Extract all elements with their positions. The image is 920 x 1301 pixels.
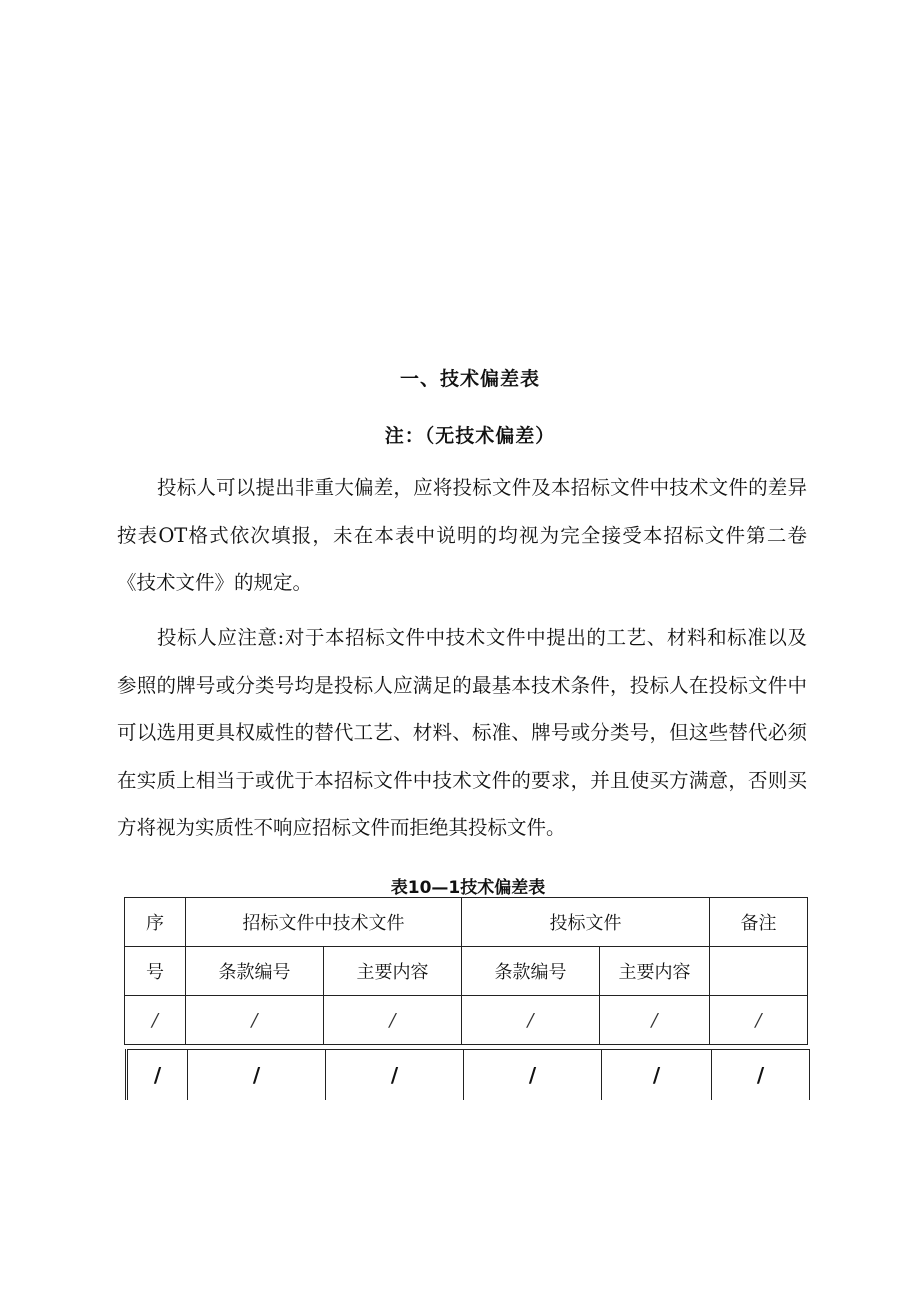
header-clause-number-2: 条款编号 xyxy=(462,947,600,996)
table-cell: / xyxy=(125,996,186,1045)
table-cell: / xyxy=(462,996,600,1045)
header-remarks: 备注 xyxy=(710,898,808,947)
table-caption: 表10—1技术偏差表 xyxy=(390,878,546,898)
table-cell: / xyxy=(602,1050,712,1101)
note-line: 注：（无技术偏差） xyxy=(384,425,556,447)
table-cell: / xyxy=(712,1050,810,1101)
paragraph-bidder-notice: 投标人应注意:对于本招标文件中技术文件中提出的工艺、材料和标准以及参照的牌号或分类号均是投标人应满足的最基本技术条件，投标人在投标文件中可以选用更具权威性的替代工艺、材料、标准、牌号或分类号，但这些替代必须在实质上相当于或优于本招标文件中技术文件的要求，并且使买方满意，否则买方将视为实质性不响应招标文件而拒绝其投标文件。 xyxy=(117,626,807,839)
deviation-table-continued xyxy=(125,1049,810,1100)
header-bid-document: 投标文件 xyxy=(462,898,710,947)
table-cell: / xyxy=(127,1050,188,1101)
header-main-content-2: 主要内容 xyxy=(600,947,710,996)
table-cell: / xyxy=(600,996,710,1045)
table-header-row xyxy=(125,898,808,947)
header-seq-top: 序 xyxy=(125,898,186,947)
table-cell: / xyxy=(324,996,462,1045)
header-remarks-empty xyxy=(710,947,808,996)
header-tender-technical: 招标文件中技术文件 xyxy=(186,898,462,947)
table-cell: / xyxy=(464,1050,602,1101)
table-cell: / xyxy=(326,1050,464,1101)
table-cell: / xyxy=(188,1050,326,1101)
section-heading: 一、技术偏差表 xyxy=(399,368,540,390)
table-row xyxy=(127,1050,810,1101)
table-cell: / xyxy=(710,996,808,1045)
paragraph-deviation-instructions: 投标人可以提出非重大偏差，应将投标文件及本招标文件中技术文件的差异按表OT格式依次填报，未在本表中说明的均视为完全接受本招标文件第二卷《技术文件》的规定。 xyxy=(117,476,807,594)
table-subheader-row xyxy=(125,947,808,996)
header-clause-number-1: 条款编号 xyxy=(186,947,324,996)
deviation-table xyxy=(124,897,808,1045)
table-cell: / xyxy=(186,996,324,1045)
table-row xyxy=(125,996,808,1045)
header-seq-bottom: 号 xyxy=(125,947,186,996)
header-main-content-1: 主要内容 xyxy=(324,947,462,996)
